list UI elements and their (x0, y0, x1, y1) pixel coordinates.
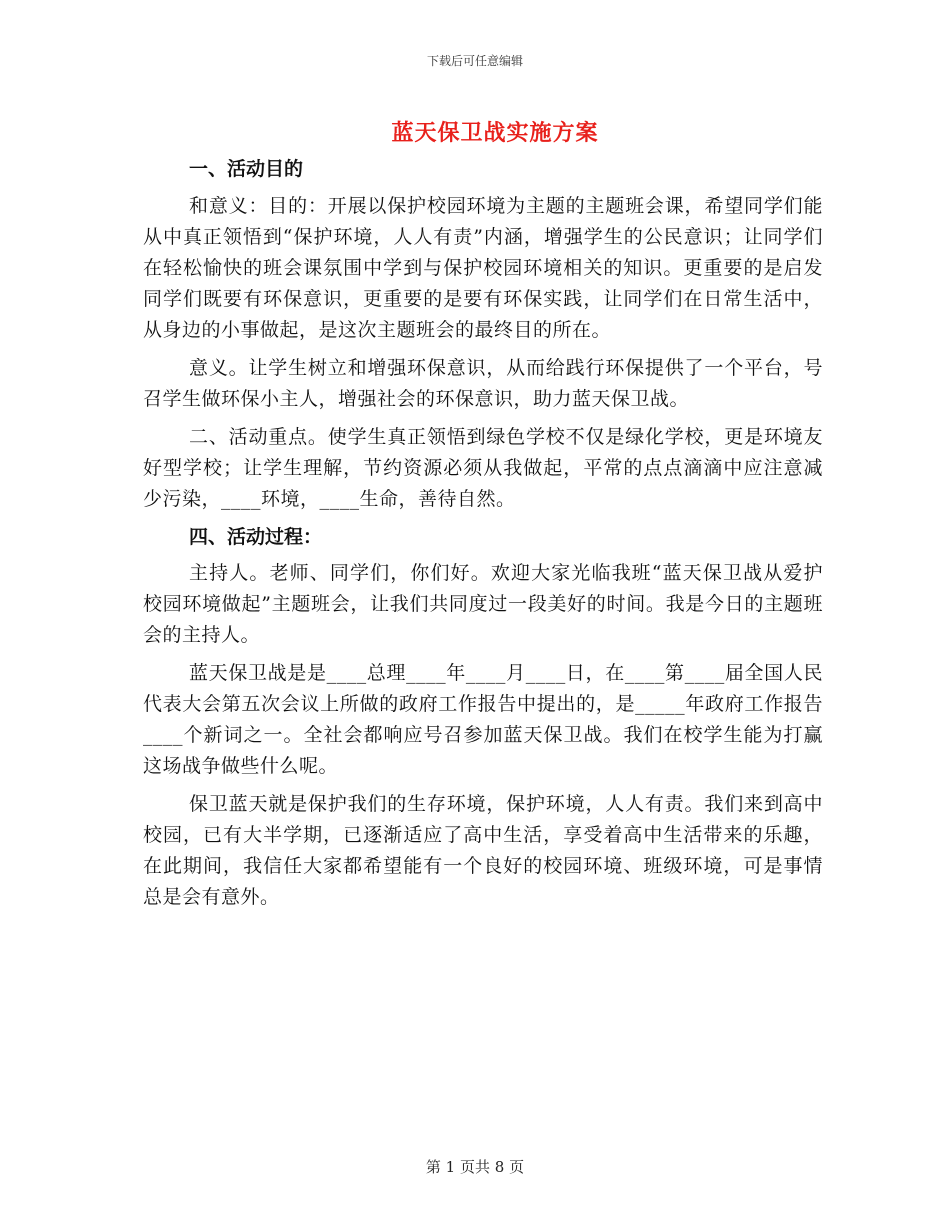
paragraph: 意义。让学生树立和增强环保意识，从而给践行环保提供了一个平台，号召学生做环保小主人，增强社会的环保意识，助力蓝天保卫战。 (143, 357, 823, 410)
paragraph: 蓝天保卫战是是____总理____年____月____日，在____第____届全国人民代表大会第五次会议上所做的政府工作报告中提出的，是_____年政府工作报告____个新词之一。全社会都响应号召参加蓝天保卫战。我们在校学生能为打赢这场战争做些什么呢。 (143, 662, 823, 777)
page-header-note: 下载后可任意编辑 (426, 54, 523, 68)
page-number: 第 1 页共 8 页 (425, 1158, 525, 1176)
paragraph: 主持人。老师、同学们，你们好。欢迎大家光临我班“蓝天保卫战从爱护校园环境做起”主题班会，让我们共同度过一段美好的时间。我是今日的主题班会的主持人。 (143, 562, 823, 646)
paragraph: 二、活动重点。使学生真正领悟到绿色学校不仅是绿化学校，更是环境友好型学校；让学生理解，节约资源必须从我做起，平常的点点滴滴中应注意减少污染，____环境，____生命，善待自然。 (143, 426, 823, 510)
document-body (143, 154, 823, 920)
section-heading: 一、活动目的 (189, 158, 304, 180)
document-title: 蓝天保卫战实施方案 (391, 120, 599, 146)
paragraph: 保卫蓝天就是保护我们的生存环境，保护环境，人人有责。我们来到高中校园，已有大半学期，已逐渐适应了高中生活，享受着高中生活带来的乐趣，在此期间，我信任大家都希望能有一个良好的校园环境、班级环境，可是事情总是会有意外。 (143, 793, 823, 908)
section-heading: 四、活动过程： (189, 526, 323, 548)
paragraph: 和意义：目的：开展以保护校园环境为主题的主题班会课，希望同学们能从中真正领悟到“保护环境，人人有责”内涵，增强学生的公民意识；让同学们在轻松愉快的班会课氛围中学到与保护校园环境相关的知识。更重要的是启发同学们既要有环保意识，更重要的是要有环保实践，让同学们在日常生活中，从身边的小事做起，是这次主题班会的最终目的所在。 (143, 195, 823, 341)
